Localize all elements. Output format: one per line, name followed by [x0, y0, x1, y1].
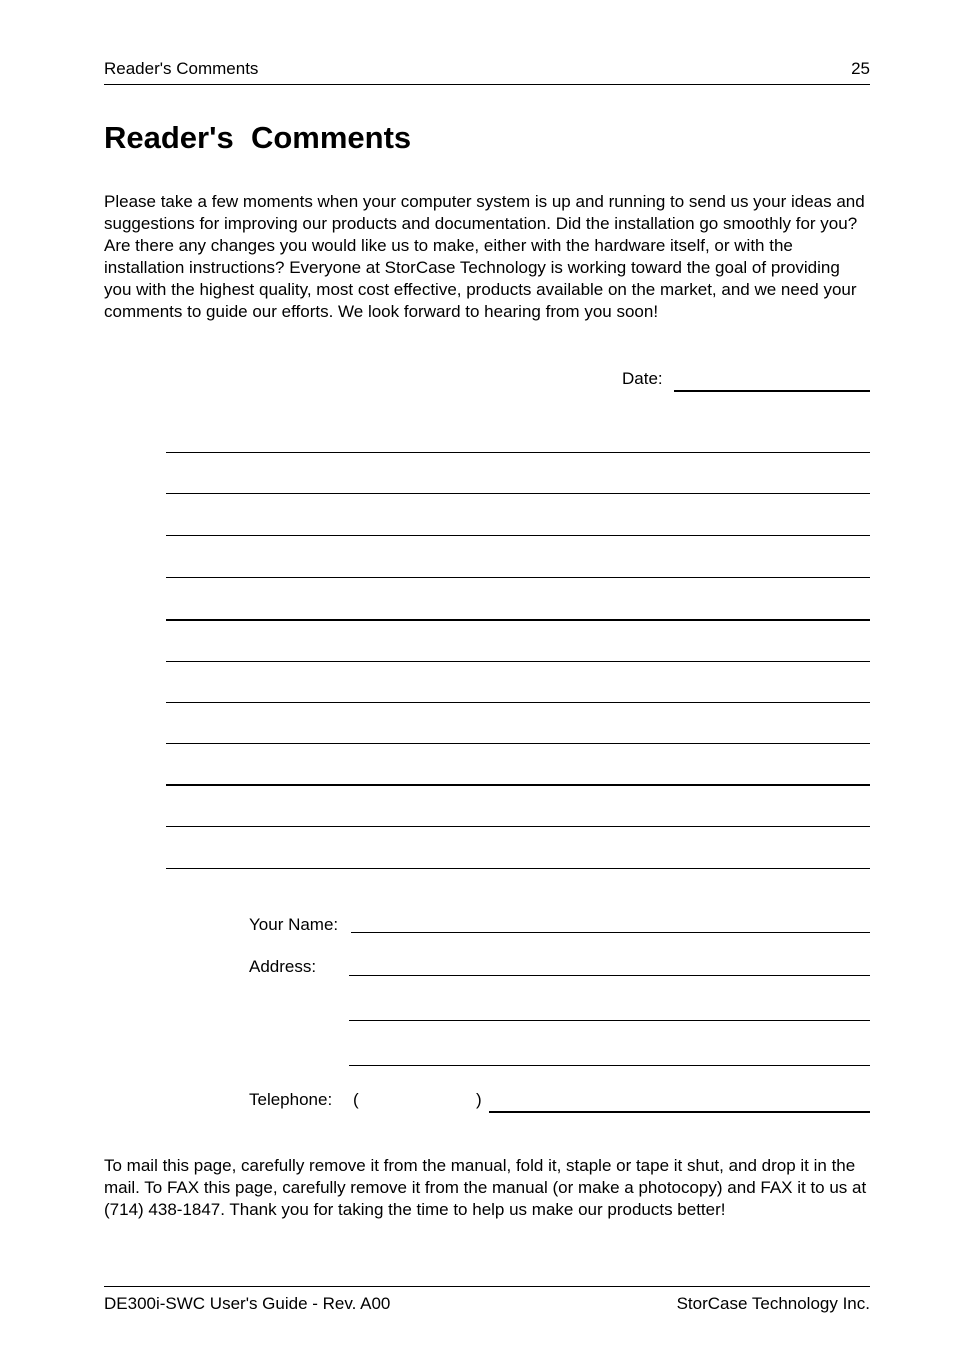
telephone-label: Telephone:	[249, 1090, 333, 1109]
comment-line[interactable]	[166, 868, 870, 869]
name-label: Your Name:	[249, 915, 339, 934]
area-code-open-paren: (	[353, 1090, 359, 1109]
address-field-line[interactable]	[349, 1020, 870, 1021]
comment-line[interactable]	[166, 577, 870, 578]
area-code-close-paren: )	[476, 1090, 482, 1109]
running-header-title: Reader's Comments	[104, 59, 259, 78]
page-number: 25	[851, 59, 870, 78]
intro-paragraph: Please take a few moments when your computer system is up and running to send us your ideas and suggestions for improving our products and documentation. Did the installation go smoothly for you? Are there any changes you would like us to make, either with the hardware itself, or with the installation instructions? Everyone at StorCase Technology is working toward the goal of providing you with the highest quality, most cost effective, products available on the market, and we need your comments to guide our efforts. We look forward to hearing from you soon!	[104, 192, 865, 322]
comment-line[interactable]	[166, 535, 870, 536]
comment-line[interactable]	[166, 661, 870, 662]
address-label: Address:	[249, 957, 317, 976]
comment-line[interactable]	[166, 493, 870, 494]
header-rule	[104, 84, 870, 85]
comment-line[interactable]	[166, 702, 870, 703]
mailing-instructions: To mail this page, carefully remove it from the manual, fold it, staple or tape it shut, and drop it in the mail. To FAX this page, carefully remove it from the manual (or make a photocopy) and FAX it to us at (714) 438-1847. Thank you for taking the time to help us make our products better!	[104, 1156, 867, 1219]
address-field-line[interactable]	[349, 1065, 870, 1066]
comment-line[interactable]	[166, 452, 870, 453]
name-field-line[interactable]	[351, 932, 870, 933]
footer-rule	[104, 1286, 870, 1287]
comment-line[interactable]	[166, 743, 870, 744]
telephone-field-line[interactable]	[489, 1111, 870, 1113]
address-field-line[interactable]	[349, 975, 870, 976]
date-label: Date:	[622, 369, 663, 388]
page-title: Reader's Comments	[104, 120, 412, 155]
date-field-line[interactable]	[674, 390, 870, 392]
footer-company: StorCase Technology Inc.	[676, 1294, 870, 1313]
comment-line[interactable]	[166, 784, 870, 786]
comment-line[interactable]	[166, 619, 870, 621]
comment-line[interactable]	[166, 826, 870, 827]
footer-document-title: DE300i-SWC User's Guide - Rev. A00	[104, 1294, 391, 1313]
